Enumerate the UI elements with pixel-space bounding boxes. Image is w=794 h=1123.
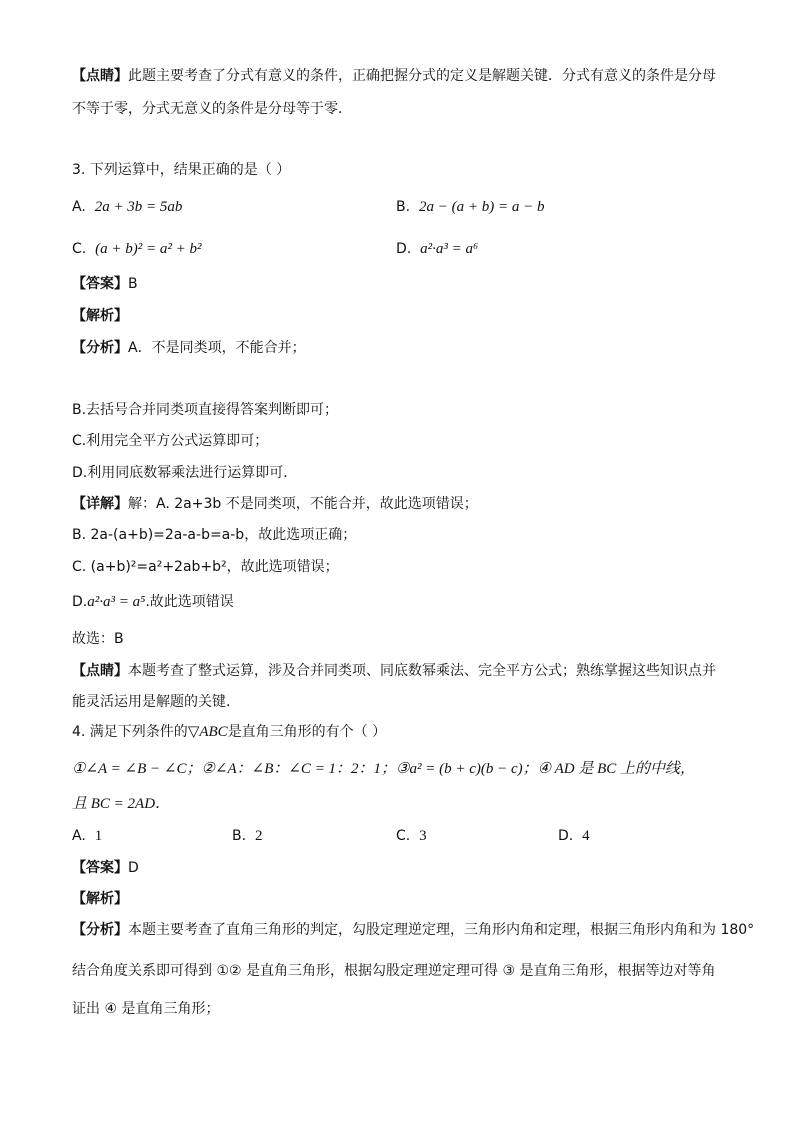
q3-xiangjie-c: C. (a+b)²=a²+2ab+b²，故此选项错误； <box>72 559 339 575</box>
dianjing-line-1: 【点睛】此题主要考查了分式有意义的条件，正确把握分式的定义是解题关键．分式有意义的条件是分母 <box>72 68 716 84</box>
q4-fenxi-1: 【分析】本题主要考查了直角三角形的判定，勾股定理逆定理，三角形内角和定理，根据三角形内角和为 180° <box>72 922 755 938</box>
q3-fenxi-c: C.利用完全平方公式运算即可； <box>72 433 269 449</box>
q4-option-c: C. 3 <box>396 828 427 844</box>
q3-dianjing-1: 【点睛】本题考查了整式运算，涉及合并同类项、同底数幂乘法、完全平方公式；熟练掌握这些知识点并 <box>72 663 716 679</box>
q3-option-c: C. (a + b)² = a² + b² <box>72 241 202 257</box>
q4-stem: 4. 满足下列条件的▽ABC是直角三角形的有个（ ） <box>72 724 387 740</box>
q4-option-a: A. 1 <box>72 828 103 844</box>
q4-option-b: B. 2 <box>232 828 263 844</box>
q3-dianjing-2: 能灵活运用是解题的关键． <box>72 694 240 710</box>
q3-answer: 【答案】B <box>72 276 138 292</box>
q4-conditions: ①∠A = ∠B − ∠C；②∠A：∠B：∠C = 1：2：1；③a² = (b + c)(b − c)；④ AD 是 BC 上的中线， <box>72 761 696 777</box>
q3-option-b: B. 2a − (a + b) = a − b <box>396 199 545 215</box>
q4-fenxi-2: 结合角度关系即可得到 ①② 是直角三角形，根据勾股定理逆定理可得 ③ 是直角三角形，根据等边对等角 <box>72 963 716 979</box>
q3-option-a: A. 2a + 3b = 5ab <box>72 199 183 215</box>
q4-answer: 【答案】D <box>72 860 139 876</box>
dianjing-tag: 【点睛】 <box>72 68 128 84</box>
q4-fenxi-3: 证出 ④ 是直角三角形； <box>72 1001 220 1017</box>
q3-option-d: D. a²·a³ = a⁶ <box>396 241 479 257</box>
dianjing-line-2: 不等于零，分式无意义的条件是分母等于零． <box>72 101 352 117</box>
q3-guxuan: 故选：B <box>72 631 124 647</box>
q3-fenxi-b: B.去括号合并同类项直接得答案判断即可； <box>72 402 339 418</box>
q4-conditions-2: 且 BC = 2AD． <box>72 796 171 812</box>
q3-jiexi: 【解析】 <box>72 308 128 324</box>
q3-xiangjie-d: D.a²·a³ = a⁵.故此选项错误 <box>72 594 234 610</box>
q4-option-d: D. 4 <box>558 828 590 844</box>
q3-stem: 3. 下列运算中，结果正确的是（ ） <box>72 162 291 178</box>
q3-xiangjie-b: B. 2a-(a+b)=2a-a-b=a-b，故此选项正确； <box>72 527 357 543</box>
q3-fenxi-a: 【分析】A．不是同类项，不能合并； <box>72 340 306 356</box>
q4-jiexi: 【解析】 <box>72 891 128 907</box>
q3-fenxi-d: D.利用同底数幂乘法进行运算即可． <box>72 465 298 481</box>
q3-xiangjie-a: 【详解】解：A. 2a+3b 不是同类项，不能合并，故此选项错误； <box>72 496 478 512</box>
